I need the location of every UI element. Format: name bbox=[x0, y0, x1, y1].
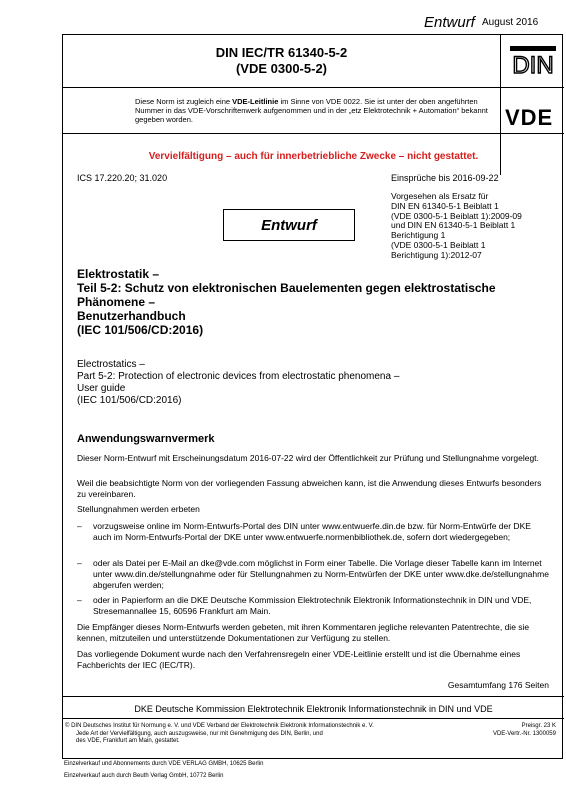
price-info bbox=[493, 723, 556, 738]
paragraph: Die Empfänger dieses Norm-Entwurfs werden gebeten, mit ihren Kommentaren jegliche relevanten Patentrechte, die sie kennen, mitzuteilen und unterstützende Dokumentationen zur Verfügung zu stellen. bbox=[77, 622, 530, 643]
din-logo bbox=[510, 46, 556, 76]
din-logo-text: DIN bbox=[512, 52, 554, 76]
document-number bbox=[63, 45, 500, 77]
divider bbox=[63, 133, 564, 134]
list-dash: – bbox=[77, 595, 82, 605]
document-frame: DIN IEC/TR 61340-5-2 (VDE 0300-5-2) DIN Diese Norm ist zugleich eine VDE-Leitlinie im Sinne von VDE 0022. Sie ist unter der oben angeführten Nummer in das VDE-Vorschriftenwerk aufgenommen und in der „etz Elektrotechnik + Automation“ bekannt gegeben worden. VDE Vervielfältigung – auch für innerbetriebliche Zwecke – nicht gestattet. ICS 17.220.20; 31.020 Einsprüche bis 2016-09-22 Vorgesehen als Ersatz für DIN EN 61340-5-1 Beiblatt 1 (VDE 0300-5-1 Beiblatt 1):2009-09 und DIN EN 61340-5-1 Beiblatt 1 Berichtigung 1 (VDE 0300-5-1 Beiblatt 1 Berichtigung 1):2012-07 Entwurf Elektrostatik – Teil 5-2: Schutz von elektronischen Bauelementen gegen elektrostatische Phänomene – Benutzerhandbuch (IEC 101/506/CD:2016) Electrostatics – Part 5-2: Protection of electronic devices from electrostatic phenomena – User guide (IEC 101/506/CD:2016) Anwendungswarnvermerk Dieser Norm-Entwurf mit Erscheinungsdatum 2016-07-22 wird der Öffentlichkeit zur Prüfung und Stellungnahme vorgelegt. Weil die beabsichtigte Norm von der vorliegenden Fassung abweichen kann, ist die Anwendung dieses Entwurfs besonders zu vereinbaren. Stellungnahmen werden erbeten – vorzugsweise online im Norm-Entwurfs-Portal des DIN unter www.entwuerfe.din.de bzw. für Norm-Entwürfe der DKE auch im Norm-Entwurfs-Portal der DKE unter www.entwuerfe.normenbibliothek.de, sofern dort wiedergegeben; – oder als Datei per E-Mail an dke@vde.com möglichst in Form einer Tabelle. Die Vorlage dieser Tabelle kann im Internet unter www.din.de/stellungnahme oder für Stellungnahmen zu Norm-Entwürfen der DKE unter www.dke.de/stellungnahme abgerufen werden; – oder in Papierform an die DKE Deutsche Kommission Elektrotechnik Elektronik Informationstechnik in DIN und VDE, Stresemannallee 15, 60596 Frankfurt am Main. Die Empfänger dieses Norm-Entwurfs werden gebeten, mit ihren Kommentaren jegliche relevanten Patentrechte, die sie kennen, mitzuteilen und unterstützende Dokumentationen zur Verfügung zu stellen. Das vorliegende Dokument wurde nach den Verfahrensregeln einer VDE-Leitlinie erstellt und ist die Übernahme eines Fachberichts der IEC (IEC/TR). Gesamtumfang 176 Seiten DKE Deutsche Kommission Elektrotechnik Elektronik Informationstechnik in DIN und VDE © DIN Deutsches Institut für Normung e. V. und VDE Verband der Elektrotechnik Elektronik Informationstechnik e. V. Jede Art der Vervielfältigung, auch auszugsweise, nur mit Genehmigung des DIN, Berlin, und des VDE, Frankfurt am Main, gestattet. Preisgr. 23 K VDE-Vertr.-Nr. 1300059 bbox=[62, 34, 563, 759]
divider bbox=[63, 696, 564, 697]
paragraph: Stellungnahmen werden erbeten bbox=[77, 504, 200, 514]
top-header bbox=[0, 14, 566, 34]
document-number-din: DIN IEC/TR 61340-5-2 bbox=[215, 45, 348, 60]
distribution-note: Einzelverkauf und Abonnements durch VDE VERLAG GMBH, 10625 Berlin bbox=[64, 761, 264, 767]
reproduction-warning: Vervielfältigung – auch für innerbetriebliche Zwecke – nicht gestattet. bbox=[148, 151, 479, 162]
copyright-notice: © DIN Deutsches Institut für Normung e. V. und VDE Verband der Elektrotechnik Elektronik Informationstechnik e. V. Jede Art der Vervielfältigung, auch auszugsweise, nur mit Genehmigung des DIN, Berlin, und des VDE, Frankfurt am Main, gestattet. bbox=[65, 723, 374, 744]
vde-order-number: VDE-Vertr.-Nr. 1300059 bbox=[492, 730, 556, 737]
list-dash: – bbox=[77, 521, 82, 531]
distribution-note: Einzelverkauf auch durch Beuth Verlag GmbH, 10772 Berlin bbox=[64, 773, 224, 779]
document-number-vde: (VDE 0300-5-2) bbox=[235, 61, 328, 76]
vde-logo: VDE bbox=[505, 105, 554, 130]
paragraph: Das vorliegende Dokument wurde nach den Verfahrensregeln einer VDE-Leitlinie erstellt und ist die Übernahme eines Fachberichts der IEC (IEC/TR). bbox=[77, 649, 521, 670]
total-pages: Gesamtumfang 176 Seiten bbox=[447, 680, 549, 690]
replacement-note: Vorgesehen als Ersatz für DIN EN 61340-5-1 Beiblatt 1 (VDE 0300-5-1 Beiblatt 1):2009-09 und DIN EN 61340-5-1 Beiblatt 1 Berichtigung 1 (VDE 0300-5-1 Beiblatt 1 Berichtigung 1):2012-07 bbox=[391, 191, 522, 260]
objection-deadline: Einsprüche bis 2016-09-22 bbox=[391, 173, 499, 183]
divider bbox=[63, 87, 564, 88]
price-group: Preisgr. 23 K bbox=[521, 723, 556, 729]
leitlinie-note: Diese Norm ist zugleich eine VDE-Leitlinie im Sinne von VDE 0022. Sie ist unter der oben angeführten Nummer in das VDE-Vorschriftenwerk aufgenommen und in der „etz Elektrotechnik + Automation“ bekannt gegeben worden. bbox=[135, 97, 488, 124]
issue-date: August 2016 bbox=[482, 17, 539, 28]
ics-code: ICS 17.220.20; 31.020 bbox=[77, 173, 168, 183]
paragraph: Dieser Norm-Entwurf mit Erscheinungsdatum 2016-07-22 wird der Öffentlichkeit zur Prüfung und Stellungnahme vorgelegt. bbox=[77, 453, 539, 463]
paragraph: Weil die beabsichtigte Norm von der vorliegenden Fassung abweichen kann, ist die Anwendung dieses Entwurfs besonders zu vereinbaren. bbox=[77, 478, 542, 499]
dke-line: DKE Deutsche Kommission Elektrotechnik Elektronik Informationstechnik in DIN und VDE bbox=[134, 704, 493, 714]
list-dash: – bbox=[77, 558, 82, 568]
entwurf-stamp: Entwurf bbox=[223, 209, 355, 241]
german-title: Elektrostatik – Teil 5-2: Schutz von elektronischen Bauelementen gegen elektrostatische Phänomene – Benutzerhandbuch (IEC 101/506/CD:2016) bbox=[77, 267, 496, 337]
divider bbox=[63, 718, 564, 719]
english-title: Electrostatics – Part 5-2: Protection of electronic devices from electrostatic phenomena – User guide (IEC 101/506/CD:2016) bbox=[77, 359, 400, 406]
usage-warning-heading: Anwendungswarnvermerk bbox=[77, 433, 215, 445]
entwurf-header-label: Entwurf bbox=[424, 14, 475, 31]
